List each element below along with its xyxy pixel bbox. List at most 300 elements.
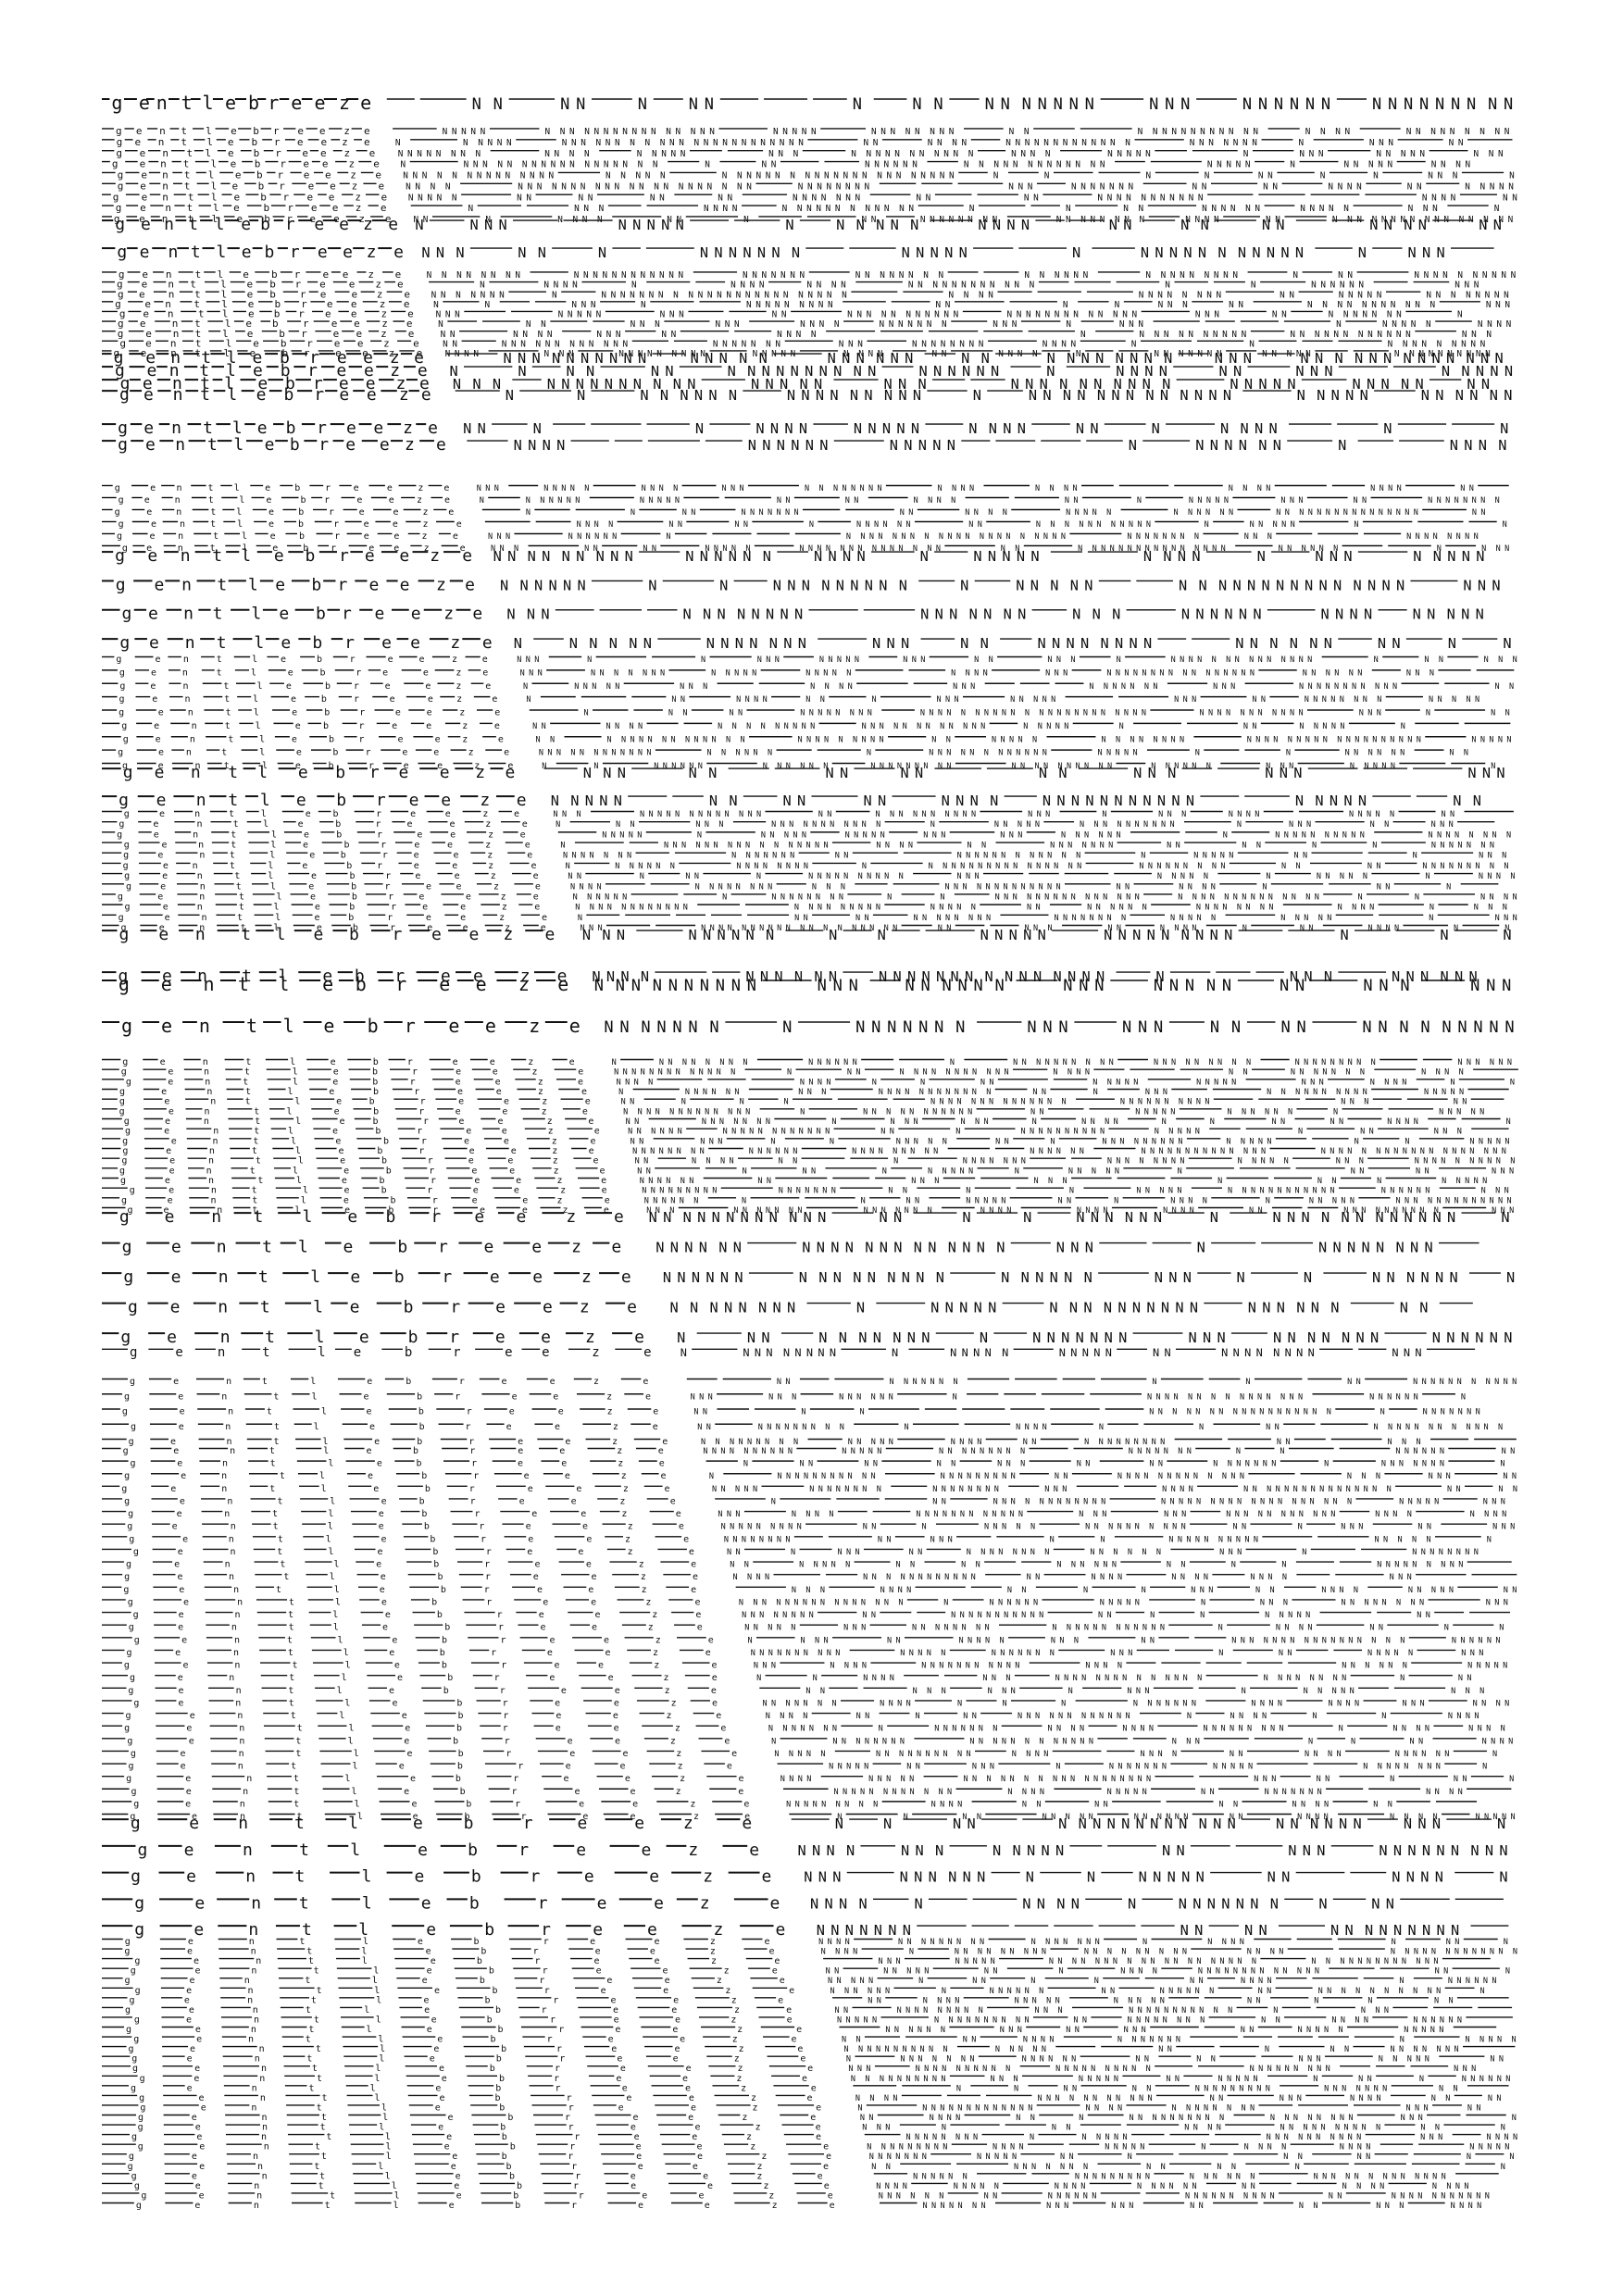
filler-glyph: N <box>1440 927 1448 943</box>
filler-glyph: N <box>570 484 575 493</box>
phrase-letter: t <box>198 308 205 320</box>
filler-glyph: N <box>1188 330 1193 340</box>
filler-glyph: N <box>876 904 880 913</box>
filler-glyph: N <box>1468 830 1473 840</box>
filler-glyph: N <box>1215 668 1219 678</box>
filler-glyph: N <box>647 862 652 871</box>
phrase-letter: e <box>423 668 429 678</box>
phrase-letter: b <box>336 830 342 840</box>
filler-glyph: N <box>970 281 976 291</box>
filler-glyph: N <box>1381 762 1386 771</box>
filler-glyph: N <box>577 532 581 542</box>
filler-glyph: N <box>577 310 582 320</box>
filler-glyph: N <box>915 765 923 781</box>
filler-glyph: N <box>1326 682 1330 692</box>
filler-glyph: N <box>630 904 635 913</box>
filler-glyph: N <box>632 217 641 233</box>
filler-glyph: N <box>1467 95 1476 114</box>
filler-glyph: N <box>1358 244 1367 261</box>
filler-glyph: N <box>1089 914 1093 923</box>
filler-glyph: N <box>1431 160 1437 170</box>
filler-glyph: N <box>942 792 950 809</box>
filler-glyph: N <box>1165 95 1174 114</box>
filler-glyph: N <box>1411 319 1417 330</box>
filler-glyph: N <box>1180 914 1184 923</box>
filler-glyph: N <box>629 349 634 359</box>
filler-glyph: N <box>1266 762 1270 771</box>
filler-glyph: N <box>968 914 973 923</box>
phrase-letter: e <box>158 748 164 758</box>
filler-glyph: N <box>734 520 739 530</box>
phrase-letter: b <box>353 923 358 933</box>
filler-glyph: N <box>1258 95 1267 114</box>
filler-glyph: N <box>487 138 493 148</box>
filler-glyph: N <box>1469 387 1478 404</box>
filler-glyph: N <box>668 977 678 995</box>
phrase-letter: r <box>392 925 402 944</box>
filler-glyph: N <box>1379 508 1383 518</box>
phrase-letter: e <box>308 881 314 892</box>
filler-glyph: N <box>741 735 745 744</box>
filler-glyph: N <box>604 852 608 861</box>
filler-glyph: N <box>1305 892 1310 902</box>
phrase-letter: e <box>143 374 153 393</box>
phrase-letter: g <box>116 147 122 159</box>
filler-glyph: N <box>1223 668 1228 678</box>
filler-glyph: N <box>840 765 848 781</box>
filler-glyph: N <box>491 544 495 554</box>
filler-glyph: N <box>902 244 910 261</box>
filler-glyph: N <box>1478 319 1483 330</box>
filler-glyph: N <box>456 244 464 261</box>
filler-glyph: N <box>865 520 869 530</box>
filler-glyph: N <box>1107 193 1113 203</box>
filler-glyph: N <box>1088 520 1092 530</box>
filler-glyph: N <box>1249 709 1254 718</box>
filler-glyph: N <box>1290 160 1295 170</box>
filler-glyph: N <box>1230 204 1236 214</box>
filler-glyph: N <box>536 735 541 744</box>
filler-glyph: N <box>417 149 422 159</box>
filler-glyph: N <box>1246 810 1251 819</box>
filler-glyph: N <box>1142 709 1146 718</box>
filler-glyph: N <box>1290 95 1299 114</box>
filler-glyph: N <box>1290 655 1294 665</box>
filler-glyph: N <box>1449 862 1454 871</box>
filler-glyph: N <box>1115 215 1120 225</box>
filler-glyph: N <box>518 244 526 261</box>
filler-glyph: N <box>771 820 776 830</box>
filler-glyph: N <box>710 924 715 933</box>
filler-glyph: N <box>552 181 557 192</box>
filler-glyph: N <box>818 904 822 913</box>
filler-glyph: N <box>1024 193 1030 203</box>
filler-glyph: N <box>568 872 572 881</box>
phrase-letter: z <box>430 546 440 566</box>
filler-glyph: N <box>865 577 873 593</box>
filler-glyph: N <box>903 160 908 170</box>
filler-glyph: N <box>1242 138 1248 148</box>
filler-glyph: N <box>1415 300 1420 310</box>
filler-glyph: N <box>1003 508 1007 518</box>
filler-glyph: N <box>1447 532 1452 542</box>
filler-glyph: N <box>576 548 584 565</box>
phrase-letter: e <box>140 243 150 262</box>
filler-glyph: N <box>1431 842 1436 851</box>
filler-glyph: N <box>876 872 880 881</box>
filler-glyph: N <box>431 181 436 192</box>
filler-glyph: N <box>1488 904 1492 913</box>
filler-glyph: N <box>960 577 968 593</box>
filler-glyph: N <box>1506 735 1511 744</box>
filler-glyph: N <box>668 270 674 281</box>
filler-glyph: N <box>1372 310 1378 320</box>
filler-glyph: N <box>970 792 979 809</box>
phrase-letter: e <box>268 519 274 530</box>
filler-glyph: N <box>960 635 968 652</box>
filler-glyph: N <box>660 387 668 404</box>
phrase-letter: g <box>119 681 125 692</box>
filler-glyph: N <box>769 635 778 652</box>
phrase-letter: t <box>230 861 235 871</box>
phrase-letter: e <box>156 791 167 810</box>
filler-glyph: N <box>1197 290 1203 300</box>
filler-glyph: N <box>1464 749 1468 758</box>
phrase-letter: b <box>335 819 341 830</box>
phrase-letter: e <box>351 288 357 300</box>
filler-glyph: N <box>445 181 451 192</box>
filler-glyph: N <box>1504 290 1509 300</box>
filler-glyph: N <box>614 892 618 902</box>
filler-glyph: N <box>408 193 414 203</box>
filler-glyph: N <box>515 270 520 281</box>
filler-glyph: N <box>1103 820 1107 830</box>
filler-glyph: N <box>556 820 560 830</box>
phrase-letter: t <box>181 92 193 114</box>
filler-glyph: N <box>1066 635 1074 652</box>
filler-glyph: N <box>1310 204 1316 214</box>
filler-glyph: N <box>1243 350 1252 367</box>
filler-glyph: N <box>1267 532 1272 542</box>
filler-glyph: N <box>1330 792 1338 809</box>
phrase-letter: t <box>213 605 223 624</box>
filler-glyph: N <box>1290 968 1298 985</box>
filler-glyph: N <box>1110 904 1115 913</box>
filler-glyph: N <box>756 872 761 881</box>
filler-glyph: N <box>717 290 722 300</box>
filler-glyph: N <box>808 904 813 913</box>
phrase-letter: z <box>518 973 530 995</box>
filler-glyph: N <box>1079 977 1088 995</box>
filler-glyph: N <box>1027 892 1031 902</box>
filler-glyph: N <box>845 181 851 192</box>
filler-glyph: N <box>688 290 693 300</box>
filler-glyph: N <box>983 852 988 861</box>
filler-glyph: N <box>681 842 686 851</box>
filler-glyph: N <box>1249 339 1255 349</box>
phrase-letter: e <box>351 308 357 320</box>
filler-glyph: N <box>1080 820 1084 830</box>
filler-glyph: N <box>930 904 935 913</box>
filler-glyph: N <box>1092 709 1096 718</box>
filler-glyph: N <box>763 762 768 771</box>
filler-glyph: N <box>1376 862 1380 871</box>
filler-glyph: N <box>436 244 444 261</box>
filler-glyph: N <box>739 350 747 367</box>
filler-glyph: N <box>1169 244 1178 261</box>
filler-glyph: N <box>1467 765 1476 781</box>
filler-glyph: N <box>1416 127 1421 137</box>
filler-glyph: N <box>622 160 628 170</box>
filler-glyph: N <box>1396 330 1402 340</box>
filler-glyph: N <box>1114 792 1122 809</box>
phrase-letter: g <box>123 734 129 744</box>
filler-glyph: N <box>1224 496 1229 505</box>
filler-glyph: N <box>574 682 579 692</box>
filler-glyph: N <box>622 892 627 902</box>
filler-glyph: N <box>556 437 565 454</box>
filler-glyph: N <box>1199 709 1204 718</box>
filler-glyph: N <box>1413 548 1421 565</box>
filler-glyph: N <box>756 810 761 819</box>
filler-glyph: N <box>1180 544 1185 554</box>
filler-glyph: N <box>1470 339 1476 349</box>
phrase-letter: t <box>194 288 201 300</box>
filler-glyph: N <box>1106 508 1111 518</box>
filler-glyph: N <box>1308 682 1313 692</box>
phrase-letter: e <box>542 913 547 923</box>
phrase-letter: e <box>381 633 392 653</box>
filler-glyph: N <box>983 606 992 623</box>
filler-glyph: N <box>1163 548 1171 565</box>
filler-glyph: N <box>1354 749 1358 758</box>
filler-glyph: N <box>695 882 700 892</box>
filler-glyph: N <box>734 319 740 330</box>
filler-glyph: N <box>1349 668 1354 678</box>
filler-glyph: N <box>708 765 717 781</box>
filler-glyph: N <box>594 532 599 542</box>
filler-glyph: N <box>398 149 404 159</box>
filler-glyph: N <box>978 520 982 530</box>
phrase-letter: g <box>116 575 126 594</box>
filler-glyph: N <box>514 635 522 652</box>
filler-glyph: N <box>707 290 713 300</box>
phrase-letter: e <box>322 967 332 986</box>
filler-glyph: N <box>1181 927 1190 943</box>
filler-glyph: N <box>1039 882 1043 892</box>
filler-glyph: N <box>549 171 555 181</box>
filler-glyph: N <box>1290 709 1294 718</box>
filler-glyph: N <box>818 484 823 493</box>
filler-glyph: N <box>1480 842 1485 851</box>
filler-glyph: N <box>1257 709 1262 718</box>
filler-glyph: N <box>1145 270 1151 281</box>
filler-glyph: N <box>876 149 881 159</box>
filler-glyph: N <box>846 668 851 678</box>
filler-glyph: N <box>1343 792 1352 809</box>
filler-glyph: N <box>844 820 849 830</box>
filler-glyph: N <box>1480 181 1486 192</box>
filler-glyph: N <box>618 852 623 861</box>
filler-glyph: N <box>1337 735 1342 744</box>
filler-glyph: N <box>1171 544 1176 554</box>
phrase-letter: t <box>217 575 227 594</box>
filler-glyph: N <box>1367 376 1375 393</box>
filler-glyph: N <box>1290 496 1294 505</box>
phrase-letter: e <box>304 169 310 181</box>
filler-glyph: N <box>554 281 559 291</box>
filler-glyph: N <box>687 376 695 393</box>
filler-glyph: N <box>1361 682 1366 692</box>
filler-glyph: N <box>827 181 832 192</box>
filler-glyph: N <box>946 924 951 933</box>
phrase-letter: l <box>257 681 263 692</box>
filler-glyph: N <box>1021 217 1030 233</box>
filler-glyph: N <box>1280 709 1285 718</box>
filler-glyph: N <box>1382 319 1388 330</box>
filler-glyph: N <box>981 350 990 367</box>
filler-glyph: N <box>463 138 468 148</box>
filler-glyph: N <box>1406 968 1415 985</box>
filler-glyph: N <box>722 544 727 554</box>
filler-glyph: N <box>643 635 652 652</box>
filler-glyph: N <box>1289 762 1293 771</box>
phrase-letter: e <box>418 892 424 902</box>
phrase-letter: n <box>175 435 185 455</box>
filler-glyph: N <box>905 350 913 367</box>
filler-glyph: N <box>1309 635 1317 652</box>
phrase-letter: e <box>270 531 276 542</box>
filler-glyph: N <box>777 924 781 933</box>
filler-glyph: N <box>868 484 873 493</box>
filler-glyph: N <box>816 204 821 214</box>
filler-glyph: N <box>437 171 443 181</box>
filler-glyph: N <box>620 968 629 985</box>
filler-glyph: N <box>1153 735 1157 744</box>
filler-glyph: N <box>1369 904 1374 913</box>
filler-glyph: N <box>1182 300 1188 310</box>
filler-glyph: N <box>695 842 700 851</box>
filler-glyph: N <box>682 606 691 623</box>
phrase-letter: r <box>344 633 355 653</box>
filler-glyph: N <box>1255 420 1263 437</box>
filler-glyph: N <box>806 204 812 214</box>
filler-glyph: N <box>973 548 981 565</box>
filler-glyph: N <box>1255 204 1260 214</box>
filler-glyph: N <box>975 852 980 861</box>
phrase-letter: l <box>273 903 279 913</box>
filler-glyph: N <box>938 924 943 933</box>
filler-glyph: N <box>1054 968 1062 985</box>
filler-glyph: N <box>1017 606 1026 623</box>
phrase-letter: e <box>482 655 488 665</box>
phrase-letter: e <box>145 337 152 349</box>
filler-glyph: N <box>826 872 830 881</box>
filler-glyph: N <box>503 350 511 367</box>
filler-glyph: N <box>1334 508 1339 518</box>
filler-glyph: N <box>899 270 905 281</box>
phrase-letter: e <box>364 361 374 381</box>
filler-glyph: N <box>689 927 697 943</box>
filler-glyph: N <box>1242 95 1252 114</box>
phrase-letter: g <box>117 531 122 542</box>
phrase-letter: e <box>345 435 356 455</box>
phrase-letter: b <box>281 337 287 349</box>
phrase-letter: z <box>459 708 465 718</box>
filler-glyph: N <box>1421 339 1427 349</box>
filler-glyph: N <box>1354 520 1358 530</box>
filler-glyph: N <box>1361 508 1366 518</box>
filler-glyph: N <box>1503 927 1511 943</box>
filler-glyph: N <box>1457 862 1462 871</box>
filler-glyph: N <box>1044 310 1050 320</box>
filler-glyph: N <box>775 171 780 181</box>
filler-glyph: N <box>911 420 919 437</box>
filler-glyph: N <box>923 270 929 281</box>
filler-glyph: N <box>899 842 904 851</box>
filler-glyph: N <box>738 709 743 718</box>
phrase-letter: e <box>373 158 380 170</box>
filler-glyph: N <box>1355 735 1359 744</box>
phrase-letter: e <box>325 308 331 320</box>
phrase-letter: z <box>422 519 428 530</box>
filler-glyph: N <box>1062 852 1067 861</box>
filler-glyph: N <box>1447 349 1453 359</box>
phrase-letter: b <box>260 215 270 234</box>
phrase-letter: l <box>234 483 240 493</box>
filler-glyph: N <box>1066 204 1071 214</box>
filler-glyph: N <box>1440 842 1444 851</box>
filler-glyph: N <box>930 810 935 819</box>
filler-glyph: N <box>1437 544 1442 554</box>
phrase-letter: e <box>334 337 341 349</box>
filler-glyph: N <box>1437 244 1445 261</box>
phrase-letter: b <box>329 761 334 771</box>
phrase-letter: b <box>252 136 258 148</box>
phrase-letter: b <box>286 418 296 438</box>
filler-glyph: N <box>755 420 764 437</box>
filler-glyph: N <box>1494 290 1500 300</box>
filler-glyph: N <box>701 655 705 665</box>
filler-glyph: N <box>945 914 950 923</box>
filler-glyph: N <box>729 548 737 565</box>
filler-glyph: N <box>884 387 893 404</box>
filler-glyph: N <box>630 508 635 518</box>
filler-glyph: N <box>580 339 585 349</box>
filler-glyph: N <box>650 484 655 493</box>
filler-glyph: N <box>1338 904 1342 913</box>
filler-glyph: N <box>1205 270 1210 281</box>
phrase-letter: l <box>269 851 275 861</box>
filler-glyph: N <box>1262 882 1267 892</box>
filler-glyph: N <box>879 319 884 330</box>
filler-glyph: N <box>577 810 581 819</box>
filler-glyph: N <box>1151 668 1155 678</box>
phrase-letter: e <box>145 435 156 455</box>
filler-glyph: N <box>544 149 550 159</box>
filler-glyph: N <box>819 655 824 665</box>
filler-glyph: N <box>974 668 979 678</box>
filler-glyph: N <box>520 339 526 349</box>
phrase-letter: g <box>117 279 123 291</box>
phrase-letter: e <box>364 531 369 542</box>
filler-glyph: N <box>1178 548 1186 565</box>
filler-glyph: N <box>1296 735 1301 744</box>
filler-glyph: N <box>1092 544 1097 554</box>
filler-glyph: N <box>838 924 843 933</box>
filler-glyph: N <box>1128 181 1133 192</box>
filler-glyph: N <box>1020 532 1025 542</box>
